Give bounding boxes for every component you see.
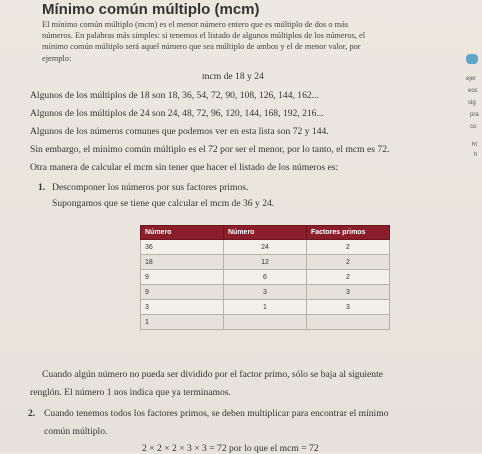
table-cell: 3 [141,300,224,315]
table-cell: 12 [224,255,307,270]
table-cell: 1 [224,300,307,315]
table-cell: 3 [224,285,307,300]
common-multiples-text: Algunos de los números comunes que podemos ver en esta lista son 72 y 144. [30,126,329,137]
table-cell: 1 [141,315,224,330]
header-numero-1: Número [141,226,224,240]
table-cell: 2 [307,255,390,270]
table-cell [307,315,390,330]
table-row [141,270,390,285]
table-row [141,255,390,270]
after-table-line-2: renglón. El número 1 nos indica que ya terminamos. [30,387,231,398]
sidebar-fragment: ht [472,142,478,148]
prime-factors-table [140,225,390,330]
other-method-text: Otra manera de calcular el mcm sin tener que hacer el listado de los números es: [30,162,339,173]
table-cell: 3 [307,300,390,315]
example-heading: mcm de 18 y 24 [202,71,264,82]
table-cell: 2 [307,240,390,255]
conclusion-text: Sin embargo, el mínimo común múltiplo es el 72 por ser el menor, por lo tanto, el mcm es 72. [30,144,390,155]
table-cell: 3 [307,285,390,300]
header-factores-primos: Factores primos [307,226,390,240]
table-header-row [141,226,390,240]
table-row [141,300,390,315]
step-2-line-2: común múltiplo. [44,426,108,437]
table-cell: 36 [141,240,224,255]
table-row [141,285,390,300]
table-cell: 2 [307,270,390,285]
sidebar-fragment: h [474,152,478,158]
intro-line-4: ejemplo: [42,54,72,63]
table-row [141,315,390,330]
sidebar-fragment: ejer [466,76,477,82]
table-cell [224,315,307,330]
sidebar-fragment: sig [468,100,476,106]
blue-badge-icon [466,54,478,64]
header-numero-2: Número [224,226,307,240]
step-2-number: 2. [28,408,36,419]
after-table-line-1: Cuando algún número no pueda ser dividido por el factor primo, sólo se baja al siguiente [42,369,384,380]
sidebar-fragment: eoc [468,88,478,94]
table-cell: 18 [141,255,224,270]
table-row [141,240,390,255]
cropped-sidebar [462,48,482,168]
table-cell: 24 [224,240,307,255]
sidebar-fragment: co [470,124,477,130]
table-cell: 6 [224,270,307,285]
multiples-24-text: Algunos de los múltiplos de 24 son 24, 48, 72, 96, 120, 144, 168, 192, 216... [30,108,324,119]
intro-line-2: números. En palabras más simples: si tenemos el listado de algunos múltiplos de los números, el [42,31,366,40]
sidebar-fragment: pra [470,112,479,118]
step-2-line-1: Cuando tenemos todos los factores primos, se deben multiplicar para encontrar el mínimo [44,408,389,419]
table-cell: 9 [141,285,224,300]
intro-line-3: mínimo común múltiplo será aquel número que sea múltiplo de ambos y el de menor valor, por [42,42,361,51]
multiples-18-text: Algunos de los múltiplos de 18 son 18, 36, 54, 72, 90, 108, 126, 144, 162... [30,90,319,101]
step-1-number: 1. [38,182,46,193]
page-title: Mínimo común múltiplo (mcm) [42,1,260,18]
suppose-text: Supongamos que se tiene que calcular el mcm de 36 y 24. [52,198,275,209]
step-1-text: Descomponer los números por sus factores primos. [52,182,249,193]
table-cell: 9 [141,270,224,285]
formula-text: 2 × 2 × 2 × 3 × 3 = 72 por lo que el mcm = 72 [142,443,319,454]
intro-line-1: El mínimo común múltiplo (mcm) es el menor número entero que es múltiplo de dos o más [42,20,349,29]
